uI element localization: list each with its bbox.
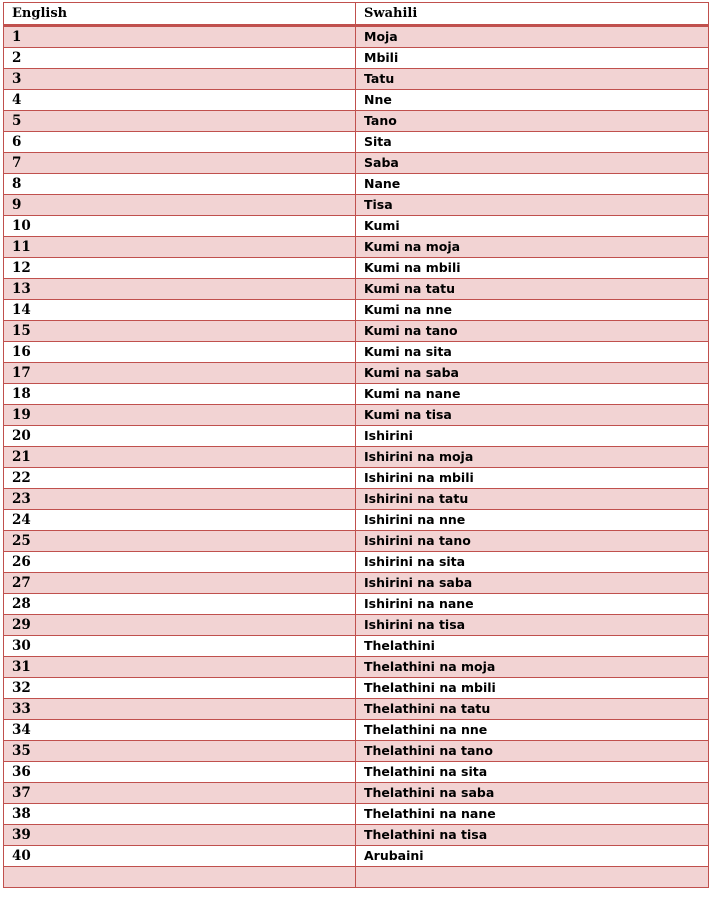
table-row bbox=[4, 174, 709, 195]
english-number-cell: 1 bbox=[4, 26, 356, 48]
english-number-cell: 30 bbox=[4, 636, 356, 657]
english-number-cell: 29 bbox=[4, 615, 356, 636]
swahili-number-cell: Kumi na tatu bbox=[356, 279, 709, 300]
table-row bbox=[4, 426, 709, 447]
swahili-number-cell: Ishirini na tano bbox=[356, 531, 709, 552]
swahili-number-cell: Kumi na tano bbox=[356, 321, 709, 342]
english-number-cell: 8 bbox=[4, 174, 356, 195]
swahili-number-cell: Sita bbox=[356, 132, 709, 153]
table-row bbox=[4, 552, 709, 573]
table-row bbox=[4, 363, 709, 384]
english-number-cell: 4 bbox=[4, 90, 356, 111]
table-row bbox=[4, 531, 709, 552]
table-row bbox=[4, 48, 709, 69]
swahili-number-cell: Ishirini na tisa bbox=[356, 615, 709, 636]
english-number-cell: 34 bbox=[4, 720, 356, 741]
table-row bbox=[4, 762, 709, 783]
table-row bbox=[4, 279, 709, 300]
table-row bbox=[4, 384, 709, 405]
number-translation-table bbox=[3, 2, 709, 888]
english-number-cell: 13 bbox=[4, 279, 356, 300]
english-number-cell: 12 bbox=[4, 258, 356, 279]
swahili-number-cell: Thelathini na tano bbox=[356, 741, 709, 762]
english-number-cell: 40 bbox=[4, 846, 356, 867]
english-number-cell: 37 bbox=[4, 783, 356, 804]
swahili-number-cell: Kumi bbox=[356, 216, 709, 237]
english-number-cell: 6 bbox=[4, 132, 356, 153]
english-column-header: English bbox=[4, 3, 356, 26]
swahili-number-cell: Nane bbox=[356, 174, 709, 195]
english-number-cell: 31 bbox=[4, 657, 356, 678]
english-number-cell: 21 bbox=[4, 447, 356, 468]
swahili-number-cell: Moja bbox=[356, 26, 709, 48]
table-row bbox=[4, 867, 709, 888]
swahili-number-cell: Ishirini na tatu bbox=[356, 489, 709, 510]
table-header bbox=[4, 3, 709, 26]
english-number-cell: 24 bbox=[4, 510, 356, 531]
table-row bbox=[4, 804, 709, 825]
table-row bbox=[4, 678, 709, 699]
table-row bbox=[4, 510, 709, 531]
swahili-number-cell: Tano bbox=[356, 111, 709, 132]
swahili-number-cell: Ishirini na mbili bbox=[356, 468, 709, 489]
table-row bbox=[4, 321, 709, 342]
table-row bbox=[4, 489, 709, 510]
swahili-number-cell: Kumi na nane bbox=[356, 384, 709, 405]
swahili-number-cell: Tatu bbox=[356, 69, 709, 90]
english-number-cell: 38 bbox=[4, 804, 356, 825]
table-row bbox=[4, 573, 709, 594]
table-row bbox=[4, 216, 709, 237]
swahili-number-cell: Thelathini na tatu bbox=[356, 699, 709, 720]
header-row bbox=[4, 3, 709, 26]
table-row bbox=[4, 615, 709, 636]
english-number-cell: 28 bbox=[4, 594, 356, 615]
english-number-cell: 15 bbox=[4, 321, 356, 342]
english-number-cell: 26 bbox=[4, 552, 356, 573]
english-number-cell: 16 bbox=[4, 342, 356, 363]
table-row bbox=[4, 468, 709, 489]
english-number-cell: 7 bbox=[4, 153, 356, 174]
table-row bbox=[4, 300, 709, 321]
swahili-column-header: Swahili bbox=[356, 3, 709, 26]
swahili-number-cell: Mbili bbox=[356, 48, 709, 69]
swahili-number-cell: Thelathini na nane bbox=[356, 804, 709, 825]
english-number-cell: 32 bbox=[4, 678, 356, 699]
english-number-cell: 35 bbox=[4, 741, 356, 762]
english-number-cell: 23 bbox=[4, 489, 356, 510]
english-number-cell: 19 bbox=[4, 405, 356, 426]
table-row bbox=[4, 132, 709, 153]
swahili-number-cell: Ishirini na saba bbox=[356, 573, 709, 594]
swahili-number-cell: Tisa bbox=[356, 195, 709, 216]
swahili-number-cell: Kumi na sita bbox=[356, 342, 709, 363]
table-row bbox=[4, 657, 709, 678]
table-body bbox=[4, 26, 709, 888]
english-number-cell: 3 bbox=[4, 69, 356, 90]
english-number-cell: 20 bbox=[4, 426, 356, 447]
english-number-cell: 25 bbox=[4, 531, 356, 552]
table-row bbox=[4, 237, 709, 258]
table-row bbox=[4, 405, 709, 426]
swahili-number-cell: Thelathini bbox=[356, 636, 709, 657]
swahili-number-cell: Thelathini na sita bbox=[356, 762, 709, 783]
table-row bbox=[4, 741, 709, 762]
swahili-number-cell: Ishirini na sita bbox=[356, 552, 709, 573]
swahili-number-cell: Ishirini na nne bbox=[356, 510, 709, 531]
table-row bbox=[4, 720, 709, 741]
swahili-number-cell: Ishirini na nane bbox=[356, 594, 709, 615]
table-row bbox=[4, 783, 709, 804]
swahili-number-cell: Ishirini na moja bbox=[356, 447, 709, 468]
english-number-cell: 27 bbox=[4, 573, 356, 594]
swahili-number-cell: Kumi na moja bbox=[356, 237, 709, 258]
english-number-cell: 2 bbox=[4, 48, 356, 69]
english-number-cell: 9 bbox=[4, 195, 356, 216]
swahili-number-cell: Arubaini bbox=[356, 846, 709, 867]
swahili-number-cell: Kumi na tisa bbox=[356, 405, 709, 426]
table-row bbox=[4, 258, 709, 279]
swahili-number-cell: Nne bbox=[356, 90, 709, 111]
table-row bbox=[4, 825, 709, 846]
swahili-number-cell: Thelathini na mbili bbox=[356, 678, 709, 699]
english-number-cell: 11 bbox=[4, 237, 356, 258]
english-number-cell: 36 bbox=[4, 762, 356, 783]
swahili-number-cell: Thelathini na moja bbox=[356, 657, 709, 678]
english-number-cell: 33 bbox=[4, 699, 356, 720]
swahili-number-cell: Thelathini na tisa bbox=[356, 825, 709, 846]
english-number-cell: 14 bbox=[4, 300, 356, 321]
table-row bbox=[4, 342, 709, 363]
swahili-number-cell: Kumi na saba bbox=[356, 363, 709, 384]
table-row bbox=[4, 447, 709, 468]
swahili-number-cell: Kumi na mbili bbox=[356, 258, 709, 279]
english-number-cell: 10 bbox=[4, 216, 356, 237]
table-row bbox=[4, 846, 709, 867]
english-number-cell bbox=[4, 867, 356, 888]
swahili-number-cell: Thelathini na saba bbox=[356, 783, 709, 804]
table-row bbox=[4, 111, 709, 132]
table-row bbox=[4, 636, 709, 657]
table-row bbox=[4, 594, 709, 615]
table-row bbox=[4, 69, 709, 90]
table-row bbox=[4, 153, 709, 174]
english-number-cell: 5 bbox=[4, 111, 356, 132]
english-number-cell: 17 bbox=[4, 363, 356, 384]
table-row bbox=[4, 26, 709, 48]
swahili-number-cell: Kumi na nne bbox=[356, 300, 709, 321]
number-translation-table-container bbox=[3, 2, 708, 888]
english-number-cell: 18 bbox=[4, 384, 356, 405]
english-number-cell: 22 bbox=[4, 468, 356, 489]
english-number-cell: 39 bbox=[4, 825, 356, 846]
table-row bbox=[4, 195, 709, 216]
table-row bbox=[4, 699, 709, 720]
swahili-number-cell: Saba bbox=[356, 153, 709, 174]
table-row bbox=[4, 90, 709, 111]
swahili-number-cell: Thelathini na nne bbox=[356, 720, 709, 741]
swahili-number-cell: Ishirini bbox=[356, 426, 709, 447]
swahili-number-cell bbox=[356, 867, 709, 888]
